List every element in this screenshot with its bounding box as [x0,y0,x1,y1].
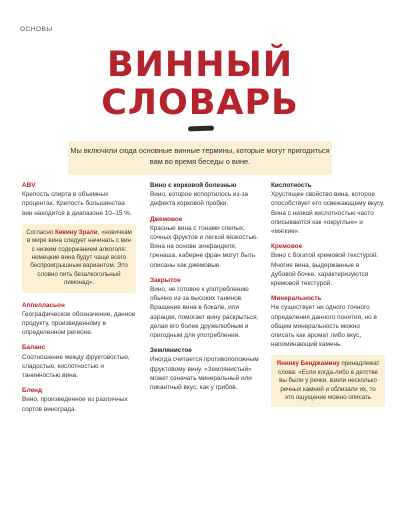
definition-earthy: Иногда считается противоположным фруктовому вину. «Землянистый» может означать минеральный или пикантный вкус, как у грибов. [150,356,259,392]
definition-closed: Вино, не готовое к употреблению обычно из-за высоких танинов. Вращение вина в бокале, или аэрация, помогает вину раскрыться, делая его более дружелюбным и пригодным для употребления. [150,286,259,340]
definition-blend: Вино, произведенное из различных сортов винограда. [22,396,128,413]
section-label: ОСНОВЫ [20,26,53,33]
definition-creamy: Вино с богатой кремовой текстурой. Многие вина, выдержанные в дубовой бочке, характеризуются кремовой текстурой. [271,252,379,288]
term-blend: Бленд [22,387,43,395]
term-abv: ABV [22,182,36,189]
intro-text: Мы включили сюда основные винные термины, которые могут пригодиться вам во время беседы о вине. [70,146,330,166]
term-corked-wine: Вино с корковой болезнью [150,182,237,189]
definition-acidity: Хрустящее свойство вина, которое способствует его освежающему вкусу. Вина с низкой кислотностью часто описываются как «округлые» и «мягкие». [271,191,385,236]
term-closed: Закрытое [150,276,181,284]
page-title-line-1: ВИННЫЙ [106,45,294,85]
quote-prefix: Согласно [26,228,55,236]
term-creamy: Кремовое [271,243,303,251]
term-appellation: Аппелласьон [22,301,65,309]
definition-jammy: Красные вина с тонами спелых, сочных фруктов и легкой вязкостью. Вина на основе зинфанделя, гренаша, каберне фран могут быть описаны как джемовые. [150,224,259,269]
term-earthy: Землянистое [150,347,192,355]
glossary-column-1 [22,181,136,420]
quote-box-zraly [22,224,136,293]
definition-corked-wine: Вино, которое испортилось из-за дефекта корковой пробки. [150,191,249,208]
quote-author-name: Кевину Зрали [54,228,98,236]
definition-balance: Соотношение между фруктовостью, сладостью, кислотностью и танинностью вина. [22,353,130,380]
quote-author-name: Янинку Бенджамину [276,360,340,368]
term-minerality: Минеральность [271,295,322,303]
page-title-line-2: СЛОВАРЬ [101,83,299,123]
term-acidity: Кислотность [271,182,312,189]
definition-abv: Крепость спирта в объемных процентах. Крепость большинства вин находится в диапазоне 10–15 %. [22,191,132,217]
term-balance: Баланс [22,344,46,352]
definition-minerality: Не существует ни одного точного определения данного понятия, но в общем минеральность можно описать как аромат либо вкус, напоминающий камень. [271,304,377,349]
glossary-column-2 [150,181,264,398]
quote-text: , «новичкам в мире вина следует начинать с вин с низким содержанием алкоголя: немецкие вина будут чаще всего беспроигрышным вариантом. Это словно пить безалкогольный лимонад». [27,228,132,287]
term-jammy: Джемовое [150,215,183,223]
brush-stroke-divider [188,126,214,132]
definition-appellation: Географическое обозначение, данное продукту, произведенному в определенном регионе. [22,310,136,337]
quote-text: принадлежат слова: «Если когда-либо в детстве вы были у речки, взяли несколько речных камней и облизали их, то это ощущение можно описать [278,360,380,402]
glossary-column-3 [271,181,385,415]
quote-box-benjamin [271,355,385,407]
